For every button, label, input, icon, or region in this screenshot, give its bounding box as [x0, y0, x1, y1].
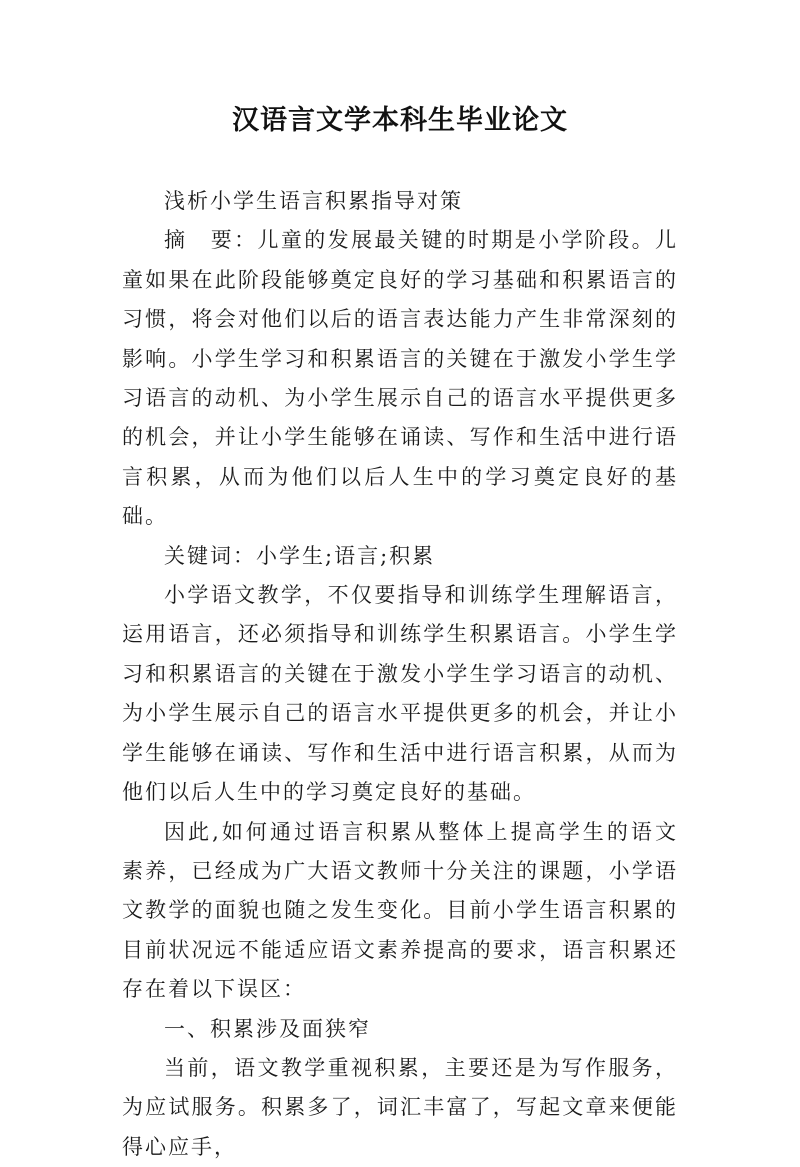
paper-subtitle: 浅析小学生语言积累指导对策 [164, 189, 463, 213]
document-title: 汉语言文学本科生毕业论文 [232, 105, 568, 136]
body-paragraph: 小学语文教学，不仅要指导和训练学生理解语言，运用语言，还必须指导和训练学生积累语言。小学生学习和积累语言的关键在于激发小学生学习语言的动机、为小学生展示自己的语言水平提供更多的机会，并让小学生能够在诵读、写作和生活中进行语言积累，从而为他们以后人生中的学习奠定良好的基础。 [122, 583, 678, 805]
section-heading: 一、积累涉及面狭窄 [164, 1016, 371, 1041]
abstract-paragraph: 摘 要：儿童的发展最关键的时期是小学阶段。儿童如果在此阶段能够奠定良好的学习基础和积累语言的习惯，将会对他们以后的语言表达能力产生非常深刻的影响。小学生学习和积累语言的关键在于激发小学生学习语言的动机、为小学生展示自己的语言水平提供更多的机会，并让小学生能够在诵读、写作和生活中进行语言积累，从而为他们以后人生中的学习奠定良好的基础。 [122, 228, 678, 529]
document-body [122, 182, 678, 1167]
body-paragraph: 因此,如何通过语言积累从整体上提高学生的语文素养，已经成为广大语文教师十分关注的课题，小学语文教学的面貌也随之发生变化。目前小学生语言积累的目前状况远不能适应语文素养提高的要求，语言积累还存在着以下误区： [122, 819, 678, 1002]
keywords-paragraph: 关键词：小学生;语言;积累 [164, 543, 436, 568]
body-paragraph: 当前，语文教学重视积累，主要还是为写作服务，为应试服务。积累多了，词汇丰富了，写起文章来便能得心应手， [122, 1055, 678, 1159]
